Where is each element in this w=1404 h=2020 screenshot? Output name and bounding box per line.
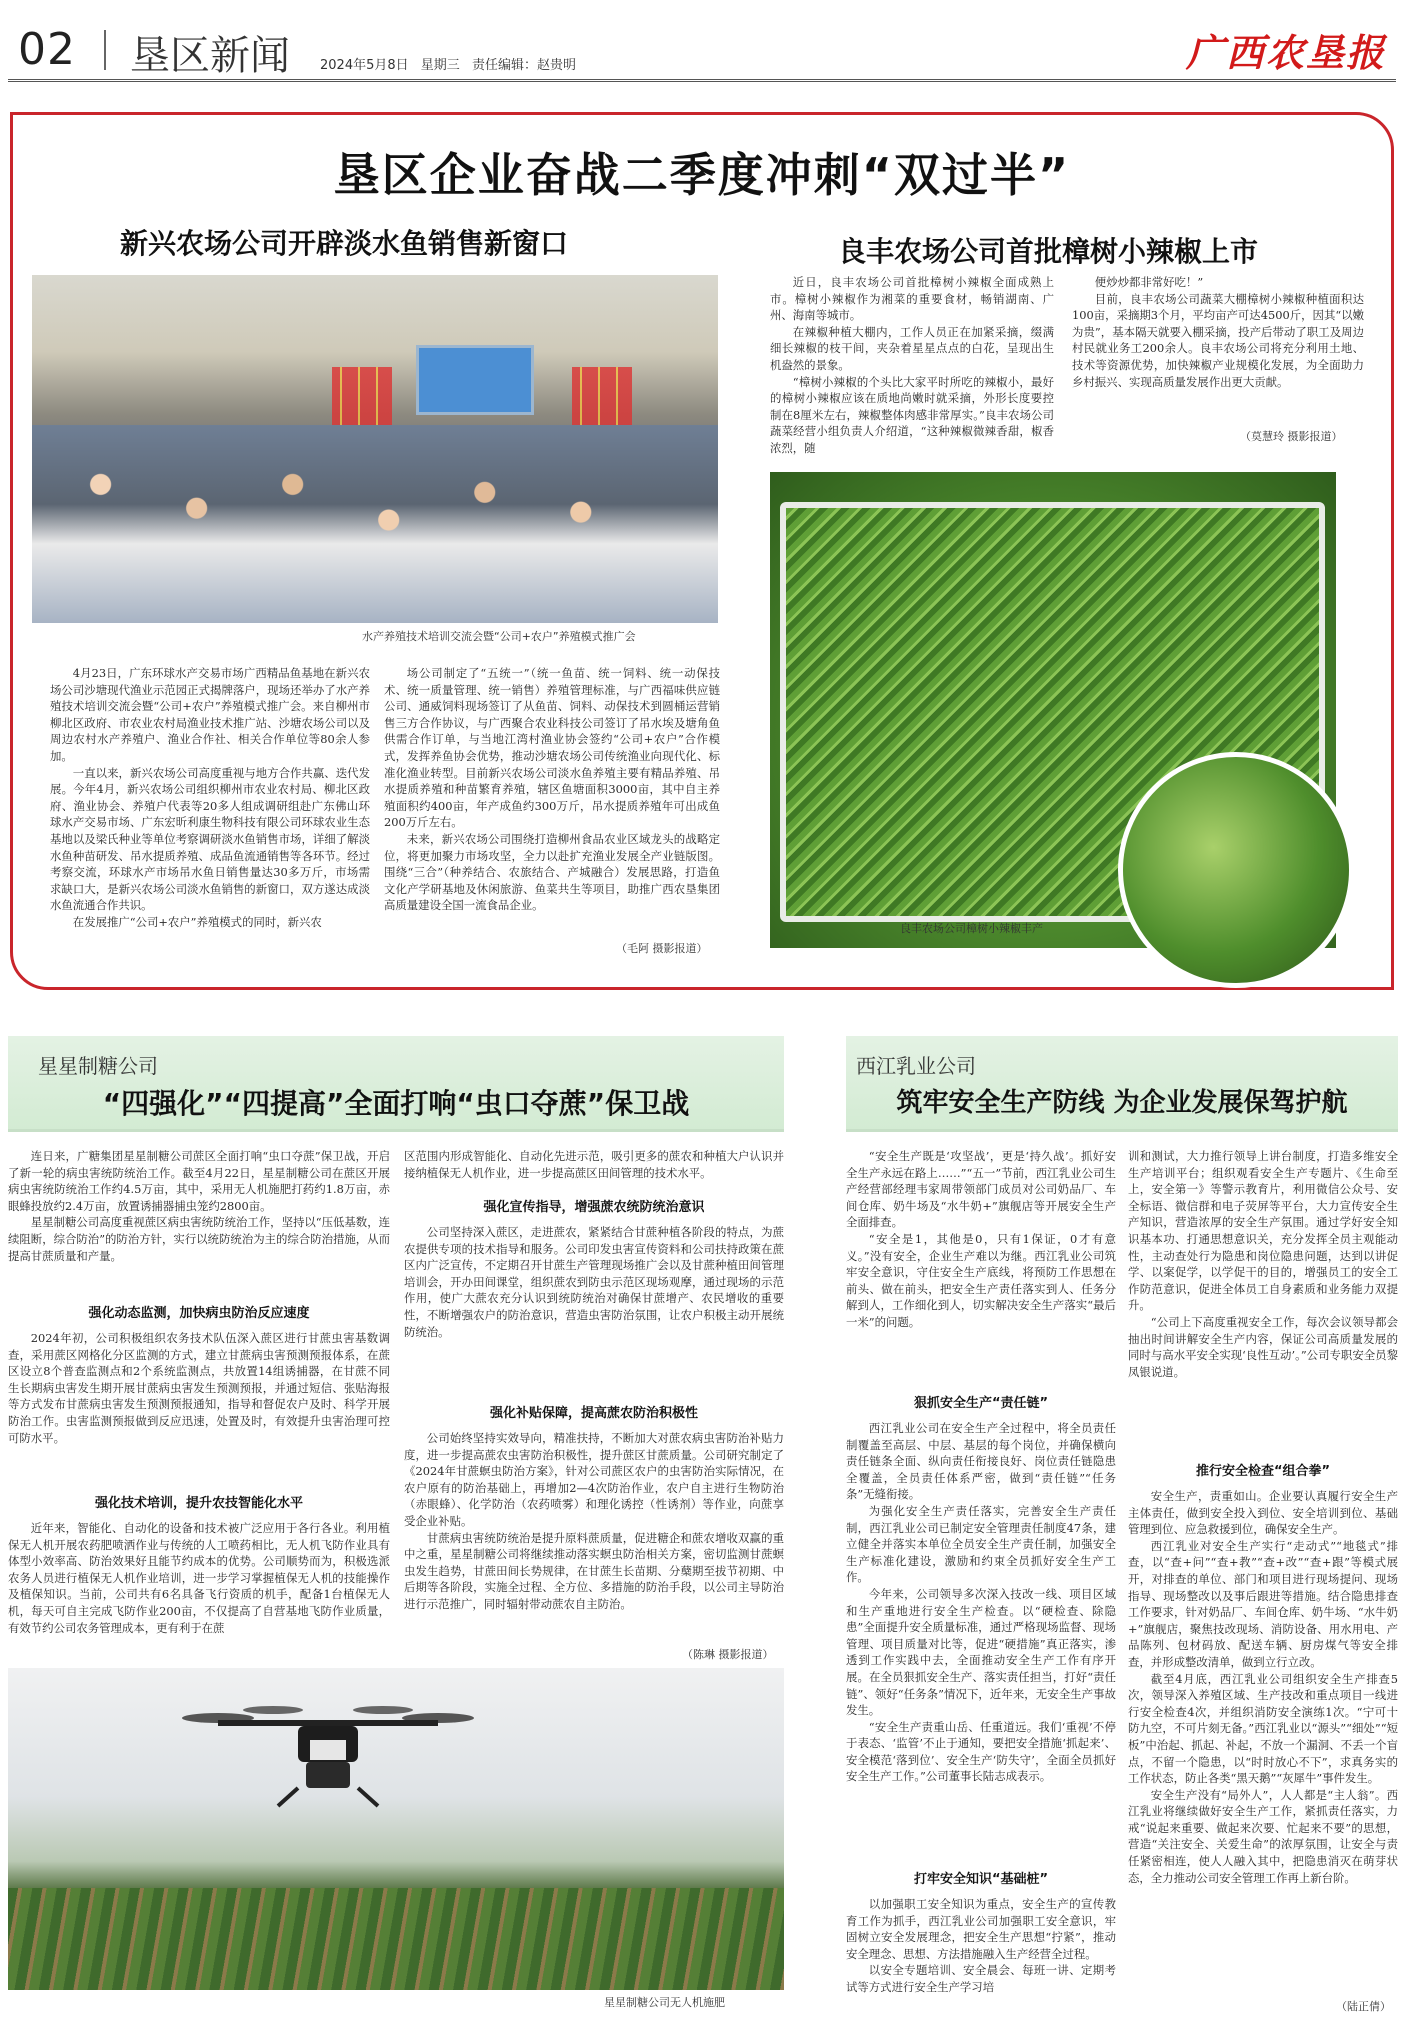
drone-photo	[8, 1668, 784, 1990]
feature-headline: 垦区企业奋战二季度冲刺“双过半”	[333, 148, 1071, 202]
paragraph: 便炒炒都非常好吃！”	[1094, 275, 1204, 289]
paragraph: 公司坚持深入蔗区，走进蔗农，紧紧结合甘蔗种植各阶段的特点，为蔗农提供专项的技术指导和服务。公司印发虫害宣传资料和公司扶持政策在蔗区内广泛宣传，不定期召开甘蔗生产管理现场推广会以及甘蔗种植田间管理培训会，开办田间课堂，组织蔗农到防虫示范区现场观摩，通过现场的示范作用，使广大蔗农充分认识到统防统治对确保甘蔗增产、农民增收的重要性，不断增强农户的防治意识，营造虫害防治氛围，让农户积极主动开展统防统治。	[404, 1225, 784, 1339]
paragraph: 西江乳业对安全生产实行“走动式”“地毯式”排查，以“查+问”“查+教”“查+改”“查+跟”等模式展开，对排查的单位、部门和项目进行现场提问、现场指导、现场整改以及事后跟进等措施。结合隐患排查工作要求，针对奶品厂、车间仓库、奶牛场、“水牛奶+”旗舰店，聚焦技改现场、消防设备、用水用电、产品陈列、包材码放、配送车辆、厨房煤气等安全排查，并形成整改清单，做到立行立改。	[1128, 1538, 1398, 1669]
paragraph: 未来，新兴农场公司围绕打造柳州食品农业区域龙头的战略定位，将更加聚力市场攻坚，全力以赴扩充渔业发展全产业链版图。围绕“三合”（种养结合、农旅结合、产城融合）发展思路，打造鱼文化产学研基地及休闲旅游、鱼菜共生等项目，助推广西农垦集团高质量建设全国一流食品企业。	[384, 831, 720, 913]
paragraph: “安全是1，其他是0，只有1保证，0才有意义。”没有安全，企业生产难以为继。西江乳业公司筑牢安全意识，守住安全生产底线，将预防工作思想在前头、做在前头，把安全生产责任落实到人、任务分解到人，工作细化到人，切实解决安全生产落实“最后一米”的问题。	[846, 1231, 1116, 1329]
chili-photo-caption: 良丰农场公司樟树小辣椒丰产	[900, 922, 1043, 935]
article-title-fish: 新兴农场公司开辟淡水鱼销售新窗口	[120, 227, 569, 260]
dairy-subhead-2: 打牢安全知识“基础桩”	[913, 1872, 1049, 1887]
meeting-photo-caption: 水产养殖技术培训交流会暨“公司+农户”养殖模式推广会	[362, 630, 636, 643]
dairy-section-3	[1128, 1488, 1398, 1994]
paragraph: 以安全专题培训、安全晨会、每班一讲、定期考试等方式进行安全生产学习培	[846, 1963, 1116, 1994]
chili-article-col1	[770, 274, 1054, 470]
chili-article-col2	[1072, 274, 1364, 436]
sugarcane-field	[8, 1888, 784, 1990]
paragraph: “安全生产既是‘攻坚战’，更是‘持久战’。抓好安全生产永远在路上……”“五一”节前，西江乳业公司生产经营部经理韦家周带领部门成员对公司奶品厂、车间仓库、奶牛场及“水牛奶+”旗舰店等开展安全生产全面排查。	[846, 1149, 1116, 1230]
paragraph: 甘蔗病虫害统防统治是提升原料蔗质量，促进糖企和蔗农增收双赢的重中之重，星星制糖公司将继续推动落实螟虫防治相关方案，密切监测甘蔗螟虫发生趋势，甘蔗田间长势规律，在甘蔗生长苗期、分蘖期至拔节初期、中后期等各阶段，实施全过程、全方位、多措施的防治手段，以公司主导防治进行示范推广，同时辐射带动蔗农自主防治。	[404, 1530, 784, 1611]
sugar-company-name: 星星制糖公司	[38, 1054, 158, 1078]
sugar-section-4	[404, 1430, 784, 1652]
paragraph: 近年来，智能化、自动化的设备和技术被广泛应用于各行各业。利用植保无人机开展农药肥喷洒作业与传统的人工喷药相比，无人机飞防作业具有体型小效率高、防治效果好且能节约成本的优势。公司顺势而为，积极选派农务人员进行植保无人机作业培训，进一步学习掌握植保无人机的技能操作及植保知识。当前，公司共有6名具备飞行资质的机手，配备1台植保无人机，每天可自主完成飞防作业200亩，不仅提高了自营基地飞防作业质量，有效节约公司农务管理成本，更有利于在蔗	[8, 1521, 390, 1635]
sugar-intro	[8, 1148, 390, 1282]
paragraph: “公司上下高度重视安全工作，每次会议领导都会抽出时间讲解安全生产内容，保证公司高质量发展的同时与高水平安全实现‘良性互动’。”公司专职安全员黎凤银说道。	[1128, 1314, 1398, 1379]
sugar-subhead-2: 强化技术培训，提升农技智能化水平	[94, 1496, 303, 1511]
sugar-subhead-3: 强化宣传指导，增强蔗农统防统治意识	[483, 1200, 705, 1215]
article-title-chili: 良丰农场公司首批樟树小辣椒上市	[838, 235, 1259, 268]
paragraph: 目前，良丰农场公司蔬菜大棚樟树小辣椒种植面积达100亩，采摘期3个月，平均亩产可达4500斤，因其“以嫩为贵”，基本隔天就要入棚采摘，投产后带动了职工及周边村民就业务工200余人。良丰农场公司将充分利用土地、技术等资源优势，加快辣椒产业规模化发展，为全面助力乡村振兴、实现高质量发展作出更大贡献。	[1072, 291, 1364, 389]
sugar-section-2	[8, 1520, 390, 1662]
date-line	[320, 54, 584, 73]
paragraph: 安全生产没有“局外人”，人人都是“主人翁”。西江乳业将继续做好安全生产工作，紧抓责任落实，力戒“说起来重要、做起来次要、忙起来不要”的思想，营造“关注安全、关爱生命”的浓厚氛围，让安全与责任紧密相连，使人人融入其中，把隐患消灭在萌芽状态，全力推动公司安全管理工作再上新台阶。	[1128, 1787, 1398, 1885]
dairy-subhead-3: 推行安全检查“组合拳”	[1195, 1464, 1331, 1479]
sugar-section-1	[8, 1330, 390, 1480]
masthead	[8, 18, 1396, 82]
issue-weekday: 星期三	[420, 58, 460, 73]
paragraph: “樟树小辣椒的个头比大家平时所吃的辣椒小，最好的樟树小辣椒应该在质地尚嫩时就采摘，外形长度要控制在8厘米左右，辣椒整体肉感非常厚实。”良丰农场公司蔬菜经营小组负责人介绍道，“这种辣椒微辣香甜，椒香浓烈，随	[770, 374, 1054, 455]
masthead-divider	[104, 30, 106, 70]
paragraph: 星星制糖公司高度重视蔗区病虫害统防统治工作，坚持以“压低基数，连续阻断，综合防治”的防治方针，实行以统防统治为主的综合防治措施，从而提高甘蔗质量和产量。	[8, 1215, 390, 1263]
dairy-section-1	[846, 1420, 1116, 1852]
newspaper-logo: 广西农垦报	[1185, 30, 1386, 75]
paragraph: 在辣椒种植大棚内，工作人员正在加紧采摘，缀满细长辣椒的枝干间，夹杂着星星点点的白花，呈现出生机盎然的景象。	[770, 324, 1054, 372]
dairy-byline: （陆正倩）	[1336, 2000, 1391, 2013]
paragraph: 截至4月底，西江乳业公司组织安全生产排查5次，领导深入养殖区域、生产技改和重点项目一线进行安全检查4次，并组织消防安全演练1次。“宁可十防九空，不可片刻无备。”西江乳业以“源头”“细处”“短板”中治起、抓起、补起，不放一个漏洞、不丢一个盲点，不留一个隐患，以“时时放心不下”，求真务实的工作状态，防止各类“黑天鹅”“灰犀牛”事件发生。	[1128, 1671, 1398, 1786]
dairy-col2-top	[1128, 1148, 1398, 1452]
dairy-section-2	[846, 1896, 1116, 2012]
drone-photo-caption: 星星制糖公司无人机施肥	[604, 1996, 725, 2009]
chili-byline: （莫慧玲 摄影报道）	[1240, 430, 1343, 443]
meeting-photo	[32, 275, 718, 623]
fish-article-col2	[384, 665, 720, 959]
paragraph: 场公司制定了“五统一”（统一鱼苗、统一饲料、统一动保技术、统一质量管理、统一销售）养殖管理标准，与广西福味供应链公司、通威饲料现场签订了从鱼苗、饲料、动保技术到圆桶运营销售三方合作协议，与广西聚合农业科技公司签订了吊水埃及塘角鱼供需合作订单，与当地江湾村渔业协会签约“公司+农户”合作模式，发挥养鱼协会优势，推动沙塘农场公司传统渔业向现代化、标准化渔业转型。目前新兴农场公司淡水鱼养殖主要有精品养殖、吊水提质养殖和种苗繁育养殖，辖区鱼塘面积3000亩，其中自主养殖面积约400亩，年产成鱼约300万斤，吊水提质养殖年可出成鱼200万斤左右。	[384, 666, 720, 830]
drone-icon	[178, 1700, 478, 1810]
section-title: 垦区新闻	[130, 33, 290, 79]
paragraph: 今年来，公司领导多次深入技改一线、项目区域和生产重地进行安全生产检查。以“硬检查、除隐患”全面提升安全质量标准，通过严格现场监督、现场管理、项目质量对比等，促进“硬措施”真正落实，渗透到工作实践中去，全面推动安全生产工作有序开展。在全员狠抓安全生产、落实责任担当，打好“责任链”、领好“任务条”情况下，近年来，无安全生产事故发生。	[846, 1586, 1116, 1718]
paragraph: 公司始终坚持实效导向，精准扶持，不断加大对蔗农病虫害防治补贴力度，进一步提高蔗农虫害防治积极性，提升蔗区甘蔗质量。公司研究制定了《2024年甘蔗螟虫防治方案》，针对公司蔗区农户的虫害防治实际情况，在农户原有的防治基础上，再增加2—4次防治作业，农户自主进行生物防治（赤眼蜂）、化学防治（农药喷雾）和理化诱控（性诱剂）等作业，向蔗享受企业补贴。	[404, 1431, 784, 1528]
sugar-byline: （陈琳 摄影报道）	[682, 1648, 774, 1661]
projector-screen	[416, 345, 534, 415]
sugar-subhead-4: 强化补贴保障，提高蔗农防治积极性	[489, 1406, 698, 1421]
sugar-col2-top	[404, 1148, 784, 1182]
chili-inset-photo	[1118, 752, 1354, 988]
paragraph: “安全生产责重山岳、任重道远。我们‘重视’不停于表态、‘监管’不止于通知，要把安全措施‘抓起来’、安全模范‘落到位’、安全生产‘防失守’，全面全员抓好安全生产工作。”公司董事长陆志成表示。	[846, 1719, 1116, 1784]
audience	[32, 425, 718, 623]
sugar-section-3	[404, 1224, 784, 1392]
dairy-section-header	[846, 1036, 1398, 1132]
fish-byline: （毛阿 摄影报道）	[616, 942, 708, 955]
paragraph: 一直以来，新兴农场公司高度重视与地方合作共赢、迭代发展。今年4月，新兴农场公司组织柳州市农业农村局、柳北区政府、渔业协会、养殖户代表等20多人组成调研组赴广东佛山环球水产交易市场、广东宏昕利康生物科技有限公司环球农业生态基地以及梁氏种业等单位考察调研淡水鱼销售市场，详细了解淡水鱼种苗研发、吊水提质养殖、成品鱼流通销售等各环节。经过考察交流，环球水产市场吊水鱼日销售量达30多万斤，市场需求缺口大，是新兴农场公司淡水鱼销售的新窗口，双方遂达成淡水鱼流通合作共识。	[50, 765, 370, 913]
paragraph: 在发展推广“公司+农户”养殖模式的同时，新兴农	[72, 914, 322, 929]
issue-editor: 责任编辑：赵贵明	[471, 58, 576, 73]
sugar-subhead-1: 强化动态监测，加快病虫防治反应速度	[88, 1306, 310, 1321]
paragraph: 为强化安全生产责任落实，完善安全生产责任制，西江乳业公司已制定安全管理责任制度47条，建立健全并落实本单位全员安全生产责任制，加强安全生产标准化建设，激励和约束全员抓好安全生产工作。	[846, 1503, 1116, 1585]
paragraph: 连日来，广糖集团星星制糖公司蔗区全面打响“虫口夺蔗”保卫战，开启了新一轮的病虫害统防统治工作。截至4月22日，星星制糖公司在蔗区开展病虫害统防统治工作约4.5万亩，其中，采用无人机施肥打药约1.8万亩，赤眼蜂投放约2.4万亩，放置诱捕器捕虫笼约2800亩。	[8, 1149, 390, 1213]
paragraph: 西江乳业公司在安全生产全过程中，将全员责任制覆盖至高层、中层、基层的每个岗位，并确保横向责任链条全面、纵向责任衔接良好、岗位责任链隐患全覆盖，全员责任体系严密，做到“责任链”“任务条”无缝衔接。	[846, 1421, 1116, 1502]
paragraph: 2024年初，公司积极组织农务技术队伍深入蔗区进行甘蔗虫害基数调查，采用蔗区网格化分区监测的方式，建立甘蔗病虫害预测预报体系，在蔗区设立8个普查监测点和2个系统监测点，共放置14组诱捕器，在甘蔗不同生长期病虫害发生期开展甘蔗病虫害发生预测预报，并通过短信、张贴海报等方式发布甘蔗病虫害发生预测预报通知，指导和督促农户及时、科学开展防治工作。虫害监测预报做到反应迅速，处置及时，有效提升虫害治理可控可防水平。	[8, 1331, 390, 1445]
dairy-subhead-1: 狠抓安全生产“责任链”	[913, 1396, 1049, 1411]
dairy-intro	[846, 1148, 1116, 1384]
sugar-article-title: “四强化”“四提高”全面打响“虫口夺蔗”保卫战	[102, 1087, 690, 1120]
paragraph: 训和测试，大力推行领导上讲台制度，打造多维安全生产培训平台；组织观看安全生产专题片、《生命至上，安全第一》等警示教育片，利用微信公众号、安全标语、微信群和电子荧屏等平台，大力宣传安全生产知识，营造浓厚的安全生产氛围。通过学好安全知识基本功、打通思想意识关，充分发挥全员主观能动性，主动查处行为隐患和岗位隐患问题，达到以讲促学、以案促学，以学促干的目的，增强员工的安全工作防范意识，促进全体员工自身素质和业务能力双提升。	[1128, 1149, 1398, 1313]
paragraph: 以加强职工安全知识为重点，安全生产的宣传教育工作为抓手，西江乳业公司加强职工安全意识，牢固树立安全发展理念，把安全生产思想“拧紧”，推动安全理念、思想、方法措施融入生产经营全过程。	[846, 1897, 1116, 1961]
flag-decoration	[332, 367, 392, 427]
page-number: 02	[18, 24, 76, 75]
paragraph: 安全生产，责重如山。企业要认真履行安全生产主体责任，做到安全投入到位、安全培训到位、基础管理到位、应急救援到位，确保安全生产。	[1128, 1489, 1398, 1537]
dairy-company-name: 西江乳业公司	[856, 1054, 976, 1078]
sugar-section-header	[8, 1036, 784, 1132]
dairy-article-title: 筑牢安全生产防线 为企业发展保驾护航	[896, 1088, 1348, 1118]
flag-decoration	[572, 367, 632, 427]
issue-date: 2024年5月8日	[320, 58, 409, 73]
paragraph: 4月23日，广东环球水产交易市场广西精品鱼基地在新兴农场公司沙塘现代渔业示范园正式揭牌落户，现场还举办了水产养殖技术培训交流会暨“公司+农户”养殖模式推广会。来自柳州市柳北区政府、市农业农村局渔业技术推广站、沙塘农场公司以及周边农村水产养殖户、渔业合作社、相关合作单位等80余人参加。	[50, 666, 370, 763]
fish-article-col1	[50, 665, 370, 965]
paragraph: 近日，良丰农场公司首批樟树小辣椒全面成熟上市。樟树小辣椒作为湘菜的重要食材，畅销湖南、广州、海南等城市。	[770, 275, 1054, 323]
paragraph: 区范围内形成智能化、自动化先进示范，吸引更多的蔗农和种植大户认识并接纳植保无人机作业，进一步提高蔗区田间管理的技术水平。	[404, 1149, 784, 1180]
